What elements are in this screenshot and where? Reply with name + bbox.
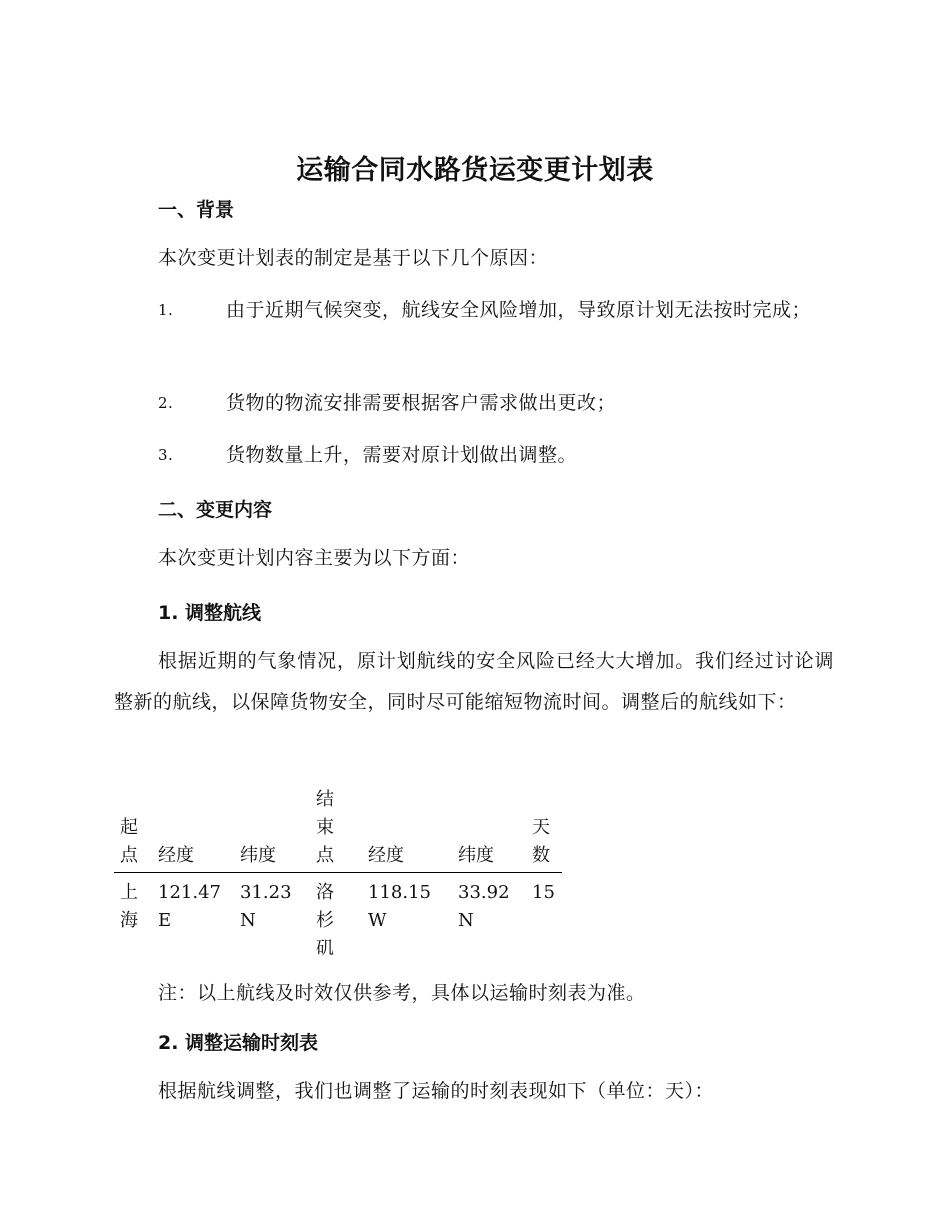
header-end-text: 结束点 xyxy=(316,789,334,866)
section-heading-background: 一、背景 xyxy=(158,199,235,221)
changes-intro: 本次变更计划内容主要为以下方面： xyxy=(158,547,471,569)
route-paragraph: 根据近期的气象情况，原计划航线的安全风险已经大大增加。我们经过讨论调整新的航线，以保障货物安全，同时尽可能缩短物流时间。调整后的航线如下： xyxy=(114,650,834,713)
cell-end-text: 洛杉矶 xyxy=(316,882,334,959)
reason-item-2 xyxy=(114,383,834,424)
document-title: 运输合同水路货运变更计划表 xyxy=(296,155,654,186)
cell-lon-2-text: 118.15 W xyxy=(368,882,431,931)
cell-start-text: 上海 xyxy=(120,882,138,931)
schedule-paragraph: 根据航线调整，我们也调整了运输的时刻表现如下（单位：天）： xyxy=(158,1080,715,1102)
cell-lat-1-text: 31.23 N xyxy=(240,882,292,931)
header-lat-2: 纬度 xyxy=(458,845,494,866)
section-heading-changes: 二、变更内容 xyxy=(158,499,273,521)
reason-number: 3. xyxy=(158,446,174,464)
cell-lon-1 xyxy=(152,873,234,966)
cell-lon-1-text: 121.47 E xyxy=(158,882,221,931)
cell-days: 15 xyxy=(532,882,555,903)
header-lat-1: 纬度 xyxy=(240,845,276,866)
subheading-adjust-route: 1. 调整航线 xyxy=(158,602,262,624)
cell-lat-2-text: 33.92 N xyxy=(458,882,510,931)
header-end xyxy=(310,786,362,873)
reason-text: 货物数量上升，需要对原计划做出调整。 xyxy=(226,444,578,466)
route-table xyxy=(114,786,562,965)
reason-number: 2. xyxy=(158,394,174,412)
table-row xyxy=(114,873,562,966)
header-start xyxy=(114,786,152,873)
background-intro: 本次变更计划表的制定是基于以下几个原因： xyxy=(158,247,549,269)
cell-end xyxy=(310,873,362,966)
header-days xyxy=(526,786,562,873)
header-lon-2: 经度 xyxy=(368,845,404,866)
reason-text: 由于近期气候突变，航线安全风险增加，导致原计划无法按时完成； xyxy=(226,299,812,321)
reason-item-1 xyxy=(114,290,834,331)
route-table-header-row xyxy=(114,786,562,873)
cell-lat-2 xyxy=(452,873,526,966)
subheading-adjust-schedule: 2. 调整运输时刻表 xyxy=(158,1032,319,1054)
reason-item-3 xyxy=(114,435,834,476)
reason-text: 货物的物流安排需要根据客户需求做出更改； xyxy=(226,392,617,414)
cell-lat-1 xyxy=(234,873,310,966)
cell-lon-2 xyxy=(362,873,452,966)
cell-start xyxy=(114,873,152,966)
header-start-text: 起点 xyxy=(120,817,138,866)
header-days-text: 天数 xyxy=(532,817,550,866)
header-lon-1: 经度 xyxy=(158,845,194,866)
route-note: 注：以上航线及时效仅供参考，具体以运输时刻表为准。 xyxy=(158,982,646,1004)
reason-number: 1. xyxy=(158,301,174,319)
